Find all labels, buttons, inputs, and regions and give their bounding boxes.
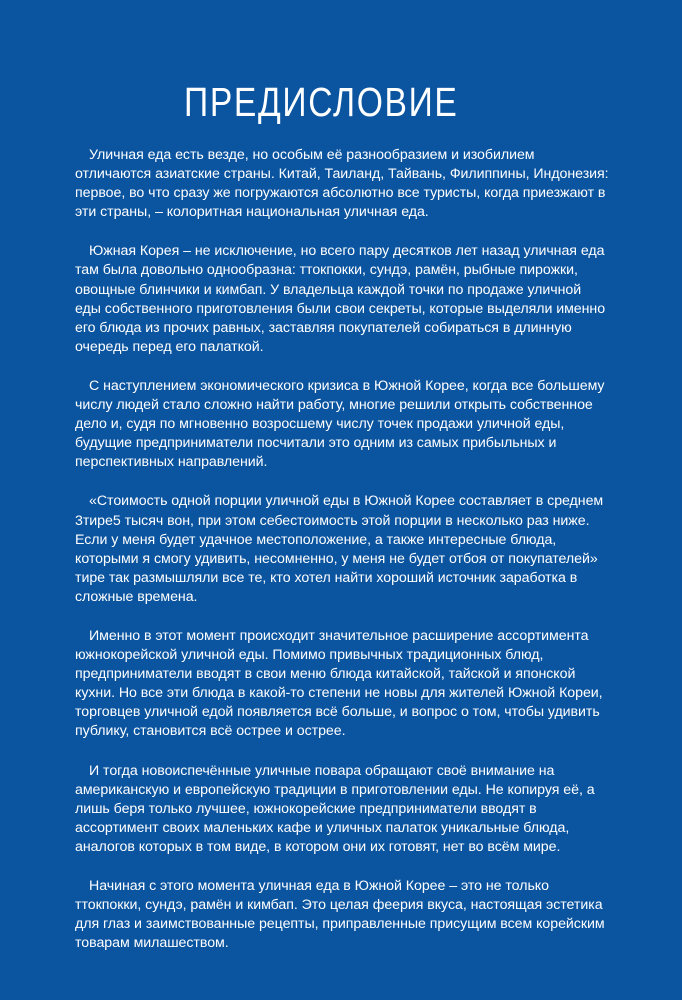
paragraph-5: Именно в этот момент происходит значительное расширение ассортимента южнокорейской уличной еды. Помимо привычных традиционных блюд, предприниматели вводят в свои меню блюда китайской, тайской и японской кухни. Но все эти блюда в какой-то степени не новы для жителей Южной Кореи, торговцев уличной едой появляется всё больше, и вопрос о том, чтобы удивить публику, становится всё острее и острее. (75, 627, 603, 740)
paragraph-3: С наступлением экономического кризиса в Южной Корее, когда все большему числу людей стало сложно найти работу, многие решили открыть собственное дело и, судя по мгновенно возросшему числу точек продажи уличной еды, будущие предприниматели посчитали это одним из самых прибыльных и перспективных направлений. (75, 377, 605, 471)
page-title: ПРЕДИСЛОВИЕ (184, 79, 459, 125)
paragraph-4: «Стоимость одной порции уличной еды в Южной Корее составляет в среднем 3тире5 тысяч вон, при этом себестоимость этой порции в несколько раз ниже. Если у меня будет удачное местоположение, а также интересные блюда, которыми я смогу удивить, несомненно, у меня не будет отбоя от покупателей» тире так размышляли все те, кто хотел найти хороший источник заработка в сложные времена. (75, 493, 604, 605)
paragraph-1: Уличная еда есть везде, но особым её разнообразием и изобилием отличаются азиатские страны. Китай, Таиланд, Тайвань, Филиппины, Индонезия: первое, во что сразу же погружаются абсолютно все туристы, когда приезжают в эти страны, – колоритная национальная уличная еда. (75, 147, 609, 221)
paragraph-7: Начиная с этого момента уличная еда в Южной Корее – это не только ттокпокки, сундэ, рамён и кимбап. Это целая феерия вкуса, настоящая эстетика для глаз и заимствованные рецепты, приправленные присущим всем корейским товарам милашеством. (75, 878, 605, 952)
paragraph-6: И тогда новоиспечённые уличные повара обращают своё внимание на американскую и европейскую традиции в приготовлении еды. Не копируя её, а лишь беря только лучшее, южнокорейские предприниматели вводят в ассортимент своих маленьких кафе и уличных палаток уникальные блюда, аналогов которых в том виде, в котором они их готовят, нет во всём мире. (75, 762, 595, 855)
paragraph-2: Южная Корея – не исключение, но всего пару десятков лет назад уличная еда там была довольно однообразна: ттокпокки, сундэ, рамён, рыбные пирожки, овощные блинчики и кимбап. У владельца каждой точки по продаже уличной еды собственного приготовления были свои секреты, которые выделяли именно его блюда из прочих равных, заставляя покупателей собираться в длинную очередь перед его палаткой. (75, 243, 606, 355)
